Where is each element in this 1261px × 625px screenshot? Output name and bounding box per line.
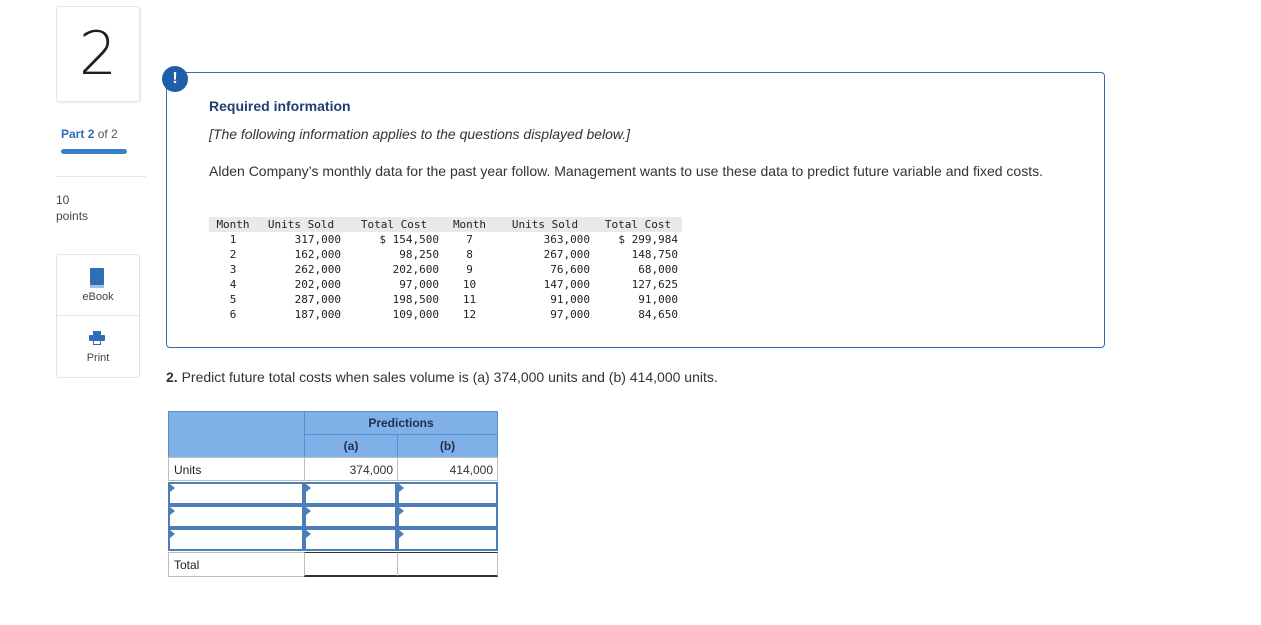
question-number-label: 2. — [166, 369, 178, 385]
table-cell: 68,000 — [638, 263, 678, 276]
required-info-heading: Required information — [209, 98, 351, 114]
question-text — [166, 369, 718, 385]
table-cell: 9 — [466, 263, 473, 276]
table-row — [209, 292, 682, 307]
predictions-table — [168, 411, 498, 577]
info-description: Alden Company’s monthly data for the past year follow. Management wants to use these data to predict future variable and fixed costs. — [209, 163, 1043, 179]
col-header: Month — [443, 217, 496, 232]
part-current: 2 — [87, 127, 95, 141]
table-cell: 7 — [466, 233, 473, 246]
table-cell: 198,500 — [392, 293, 439, 306]
part-suffix: of 2 — [97, 127, 118, 141]
table-row — [209, 262, 682, 277]
points-value: 10 — [56, 193, 70, 207]
applies-note: [The following information applies to the questions displayed below.] — [209, 126, 631, 142]
points-indicator — [56, 192, 88, 224]
table-cell: 91,000 — [550, 293, 590, 306]
row2-b-input[interactable] — [397, 505, 498, 528]
col-a-header: (a) — [304, 434, 398, 458]
row1-a-input[interactable] — [304, 482, 397, 505]
header-blank — [168, 411, 305, 458]
table-row — [209, 277, 682, 292]
table-cell: 84,650 — [638, 308, 678, 321]
table-cell: $ 299,984 — [618, 233, 678, 246]
col-header: Total Cost — [345, 217, 443, 232]
print-label: Print — [86, 352, 110, 364]
table-row — [209, 247, 682, 262]
units-label: Units — [168, 457, 305, 481]
row2-label-input[interactable] — [168, 505, 304, 528]
col-b-header: (b) — [397, 434, 498, 458]
table-cell: 91,000 — [638, 293, 678, 306]
table-cell: 109,000 — [392, 308, 439, 321]
table-cell: 4 — [229, 278, 237, 291]
question-number: 2 — [56, 6, 140, 102]
col-header: Month — [209, 217, 257, 232]
table-cell: 10 — [462, 278, 477, 291]
table-cell: 8 — [466, 248, 473, 261]
book-icon — [90, 268, 104, 285]
table-cell: 76,600 — [550, 263, 590, 276]
ebook-button[interactable] — [57, 255, 139, 316]
table-cell: 162,000 — [294, 248, 341, 261]
table-cell: 317,000 — [294, 233, 341, 246]
table-cell: 202,600 — [392, 263, 439, 276]
table-cell: 202,000 — [294, 278, 341, 291]
part-progress-bar — [61, 149, 127, 154]
table-cell: 363,000 — [543, 233, 590, 246]
question-body: Predict future total costs when sales volume is (a) 374,000 units and (b) 414,000 units. — [181, 369, 718, 385]
col-header: Units Sold — [496, 217, 594, 232]
table-row — [209, 232, 682, 247]
part-prefix: Part — [61, 127, 85, 141]
row3-a-input[interactable] — [304, 528, 397, 551]
row3-b-input[interactable] — [397, 528, 498, 551]
table-cell: 267,000 — [543, 248, 590, 261]
row3-label-input[interactable] — [168, 528, 304, 551]
table-cell: 287,000 — [294, 293, 341, 306]
units-b-value: 414,000 — [397, 457, 498, 481]
ebook-label: eBook — [82, 291, 114, 303]
table-cell: 97,000 — [399, 278, 439, 291]
col-header: Total Cost — [594, 217, 682, 232]
divider — [56, 176, 146, 177]
units-a-value: 374,000 — [304, 457, 398, 481]
table-cell: 97,000 — [550, 308, 590, 321]
row2-a-input[interactable] — [304, 505, 397, 528]
total-a-value — [304, 552, 398, 577]
tools-panel — [56, 254, 140, 378]
part-indicator — [61, 127, 118, 141]
table-cell: 2 — [229, 248, 237, 261]
table-row — [209, 307, 682, 322]
table-cell: 12 — [462, 308, 477, 321]
table-cell: 1 — [229, 233, 237, 246]
table-cell: 98,250 — [399, 248, 439, 261]
table-cell: 147,000 — [543, 278, 590, 291]
col-header: Units Sold — [257, 217, 345, 232]
table-cell: 5 — [229, 293, 237, 306]
table-cell: 187,000 — [294, 308, 341, 321]
table-cell: 148,750 — [631, 248, 678, 261]
row1-b-input[interactable] — [397, 482, 498, 505]
table-cell: 3 — [229, 263, 237, 276]
table-cell: 6 — [229, 308, 237, 321]
table-cell: $ 154,500 — [379, 233, 439, 246]
points-label: points — [56, 209, 89, 223]
total-b-value — [397, 552, 498, 577]
table-cell: 127,625 — [631, 278, 678, 291]
printer-icon — [89, 331, 105, 343]
total-label: Total — [168, 552, 305, 577]
predictions-header: Predictions — [304, 411, 498, 435]
table-cell: 11 — [462, 293, 477, 306]
alert-icon: ! — [162, 66, 188, 92]
print-button[interactable] — [57, 316, 139, 376]
row1-label-input[interactable] — [168, 482, 304, 505]
monthly-data-table — [209, 217, 682, 322]
table-header-row — [209, 217, 682, 232]
table-cell: 262,000 — [294, 263, 341, 276]
